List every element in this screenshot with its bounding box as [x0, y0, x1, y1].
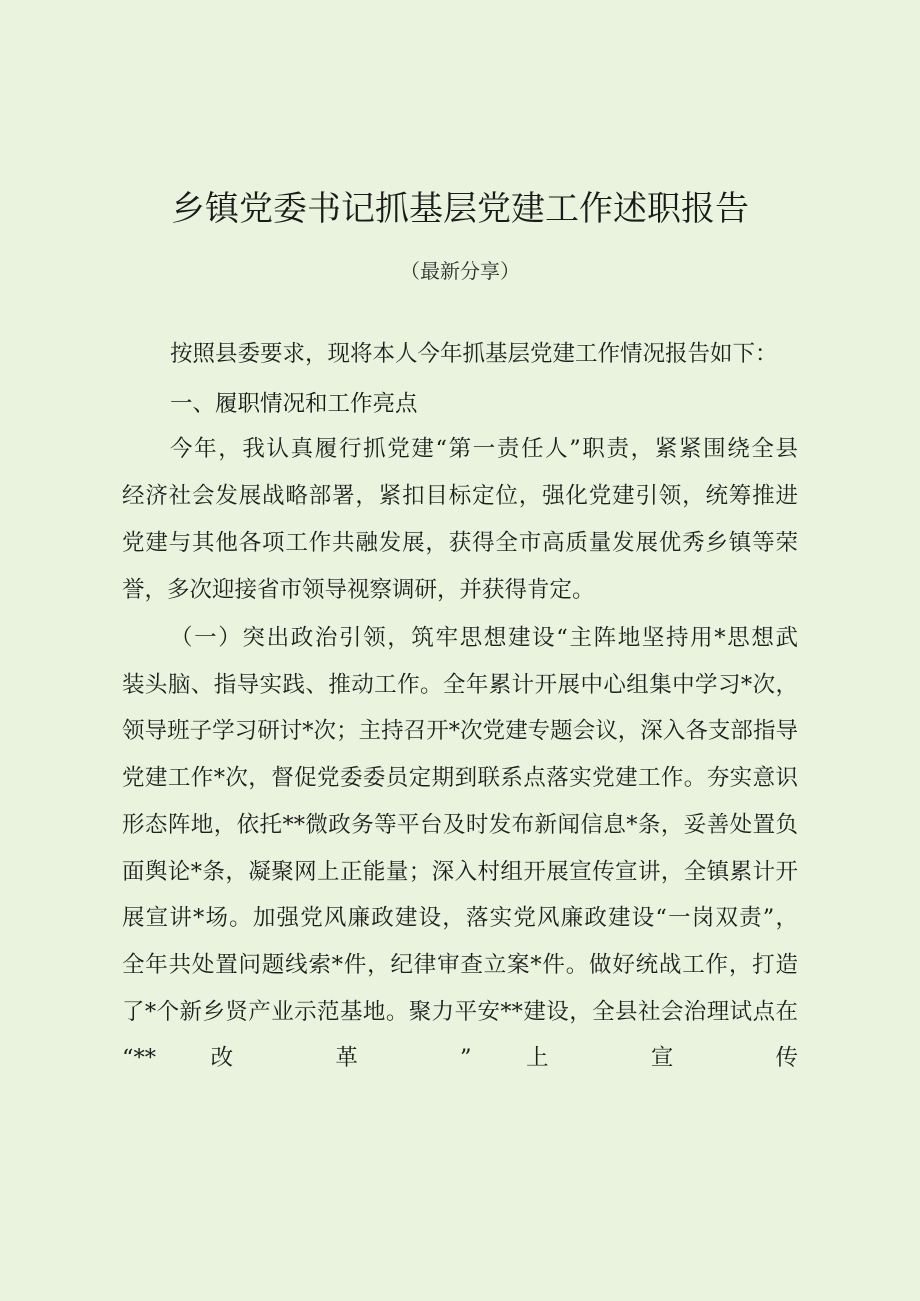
paragraph-line: 党建与其他各项工作共融发展，获得全市高质量发展优秀乡镇等荣: [122, 530, 798, 556]
intro-paragraph: 按照县委要求，现将本人今年抓基层党建工作情况报告如下：: [170, 341, 778, 367]
paragraph-line: 了*个新乡贤产业示范基地。聚力平安**建设，全县社会治理试点在: [122, 999, 798, 1025]
paragraph-line: 誉，多次迎接省市领导视察调研，并获得肯定。: [122, 577, 595, 603]
document-subtitle: （最新分享）: [400, 259, 520, 283]
paragraph-line: 形态阵地，依托**微政务等平台及时发布新闻信息*条，妥善处置负: [122, 812, 798, 838]
paragraph-line: 展宣讲*场。加强党风廉政建设，落实党风廉政建设“一岗双责”，: [122, 905, 798, 931]
document-title: 乡镇党委书记抓基层党建工作述职报告: [171, 189, 749, 229]
paragraph-line: 领导班子学习研讨*次；主持召开*次党建专题会议，深入各支部指导: [122, 718, 798, 744]
paragraph-line: 全年共处置问题线索*件，纪律审查立案*件。做好统战工作，打造: [122, 952, 798, 978]
paragraph-line: 今年，我认真履行抓党建“第一责任人”职责，紧紧围绕全县: [170, 436, 798, 462]
paragraph-line: 经济社会发展战略部署，紧扣目标定位，强化党建引领，统筹推进: [122, 483, 798, 509]
paragraph-line: 党建工作*次，督促党委委员定期到联系点落实党建工作。夯实意识: [122, 765, 798, 791]
paragraph-line: （一）突出政治引领，筑牢思想建设“主阵地坚持用*思想武: [170, 625, 798, 651]
paragraph-line: 装头脑、指导实践、推动工作。全年累计开展中心组集中学习*次，: [122, 672, 798, 698]
paragraph-line: 面舆论*条，凝聚网上正能量；深入村组开展宣传宣讲，全镇累计开: [122, 859, 798, 885]
paragraph-line: “** 改 革 ” 上 宣 传: [122, 1045, 798, 1071]
section-heading: 一、履职情况和工作亮点: [170, 391, 418, 417]
